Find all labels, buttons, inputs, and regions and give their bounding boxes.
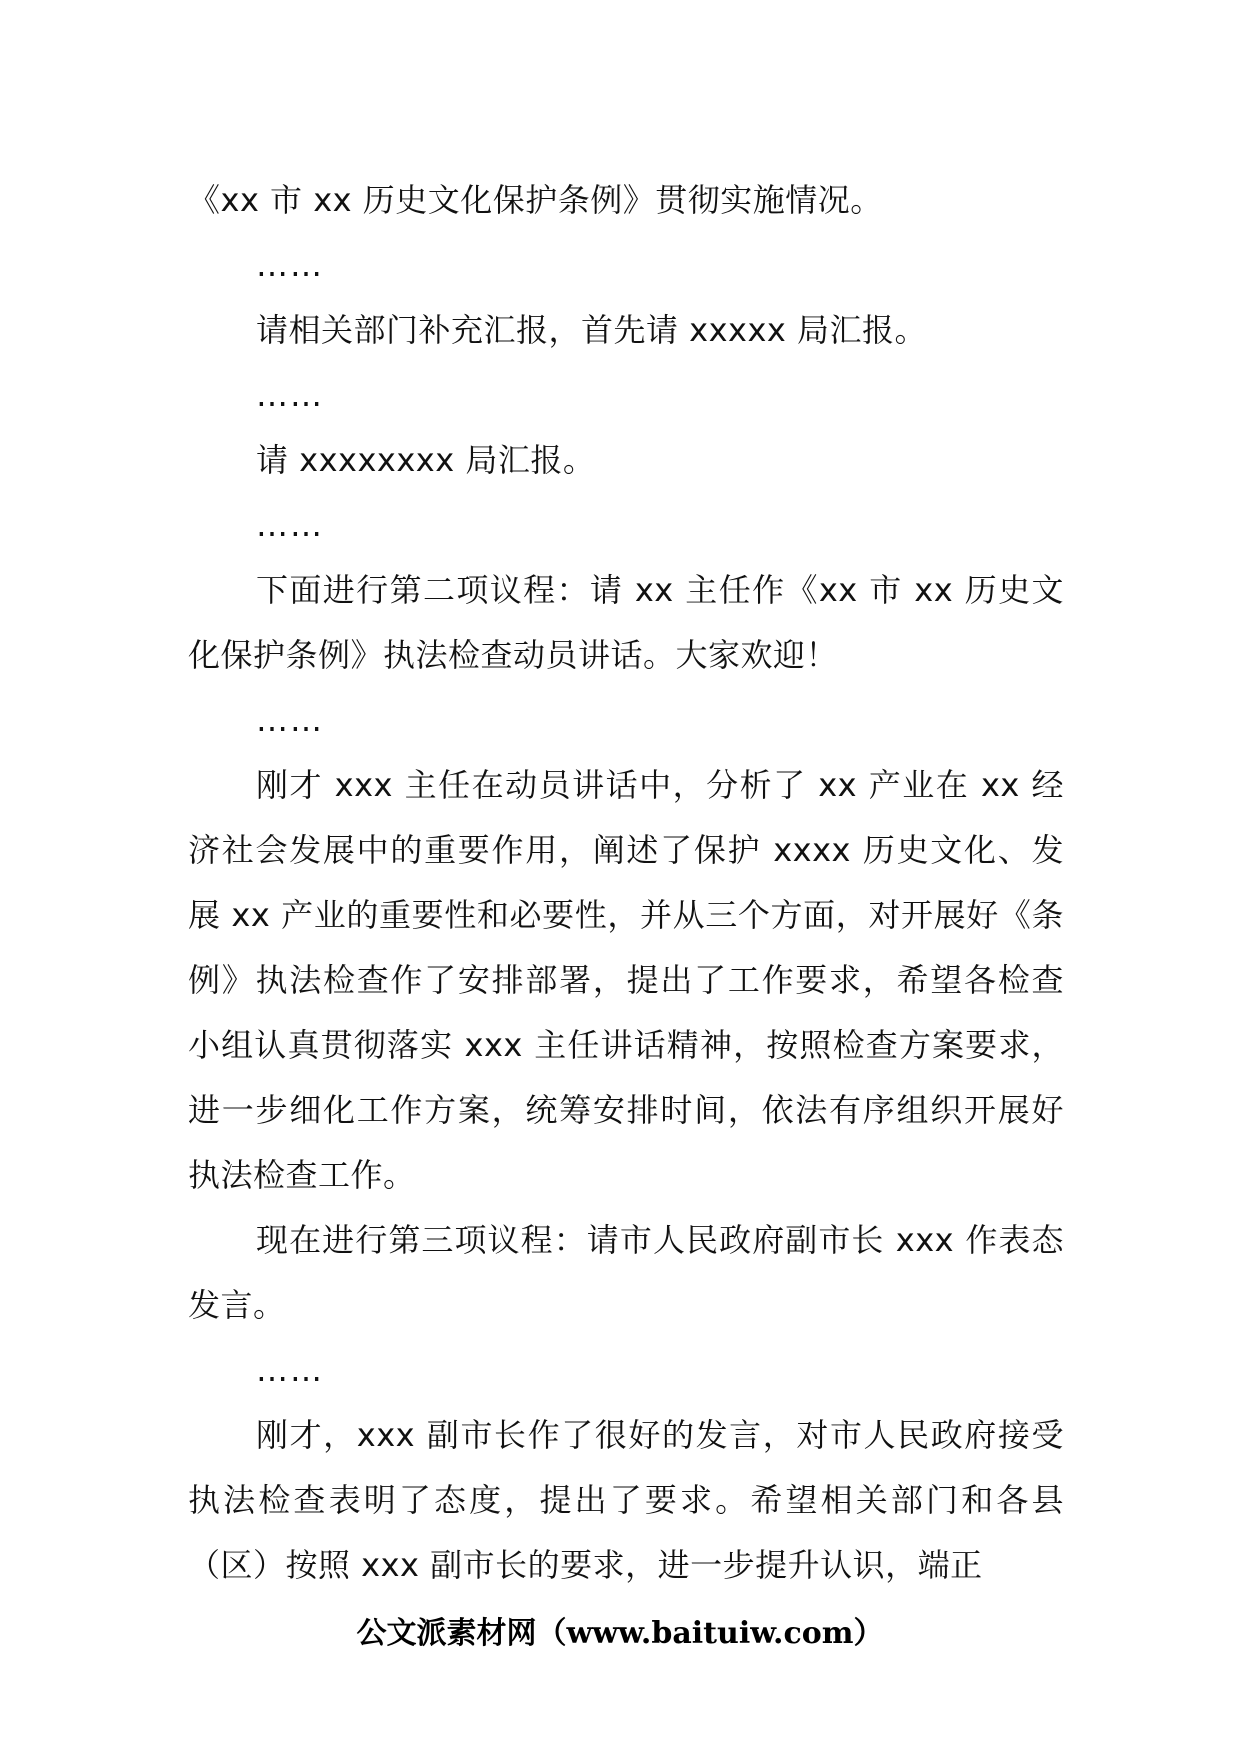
ellipsis-paragraph: …… <box>256 246 324 284</box>
paragraph: 请相关部门补充汇报，首先请 xxxxx 局汇报。 <box>256 311 928 349</box>
paragraph: 刚才，xxx 副市长作了很好的发言，对市人民政府接受执法检查表明了态度，提出了要求。希望相关部门和各县（区）按照 xxx 副市长的要求，进一步提升认识，端正 <box>188 1416 1064 1584</box>
ellipsis-paragraph: …… <box>256 701 324 739</box>
ellipsis-paragraph: …… <box>256 376 324 414</box>
paragraph: 下面进行第二项议程：请 xx 主任作《xx 市 xx 历史文化保护条例》执法检查动员讲话。大家欢迎！ <box>188 571 1064 674</box>
ellipsis-paragraph: …… <box>256 506 324 544</box>
paragraph: 刚才 xxx 主任在动员讲话中，分析了 xx 产业在 xx 经济社会发展中的重要作用，阐述了保护 xxxx 历史文化、发展 xx 产业的重要性和必要性，并从三个方面，对开展好《条例》执法检查作了安排部署，提出了工作要求，希望各检查小组认真贯彻落实 xxx 主任讲话精神，按照检查方案要求，进一步细化工作方案，统筹安排时间，依法有序组织开展好执法检查工作。 <box>188 766 1064 1194</box>
paragraph: 请 xxxxxxxx 局汇报。 <box>256 441 596 479</box>
paragraph: 《xx 市 xx 历史文化保护条例》贯彻实施情况。 <box>188 181 883 219</box>
document-body <box>188 168 1064 1598</box>
footer-watermark: 公文派素材网（www.baituiw.com） <box>356 1616 884 1651</box>
paragraph: 现在进行第三项议程：请市人民政府副市长 xxx 作表态发言。 <box>188 1221 1064 1324</box>
ellipsis-paragraph: …… <box>256 1351 324 1389</box>
